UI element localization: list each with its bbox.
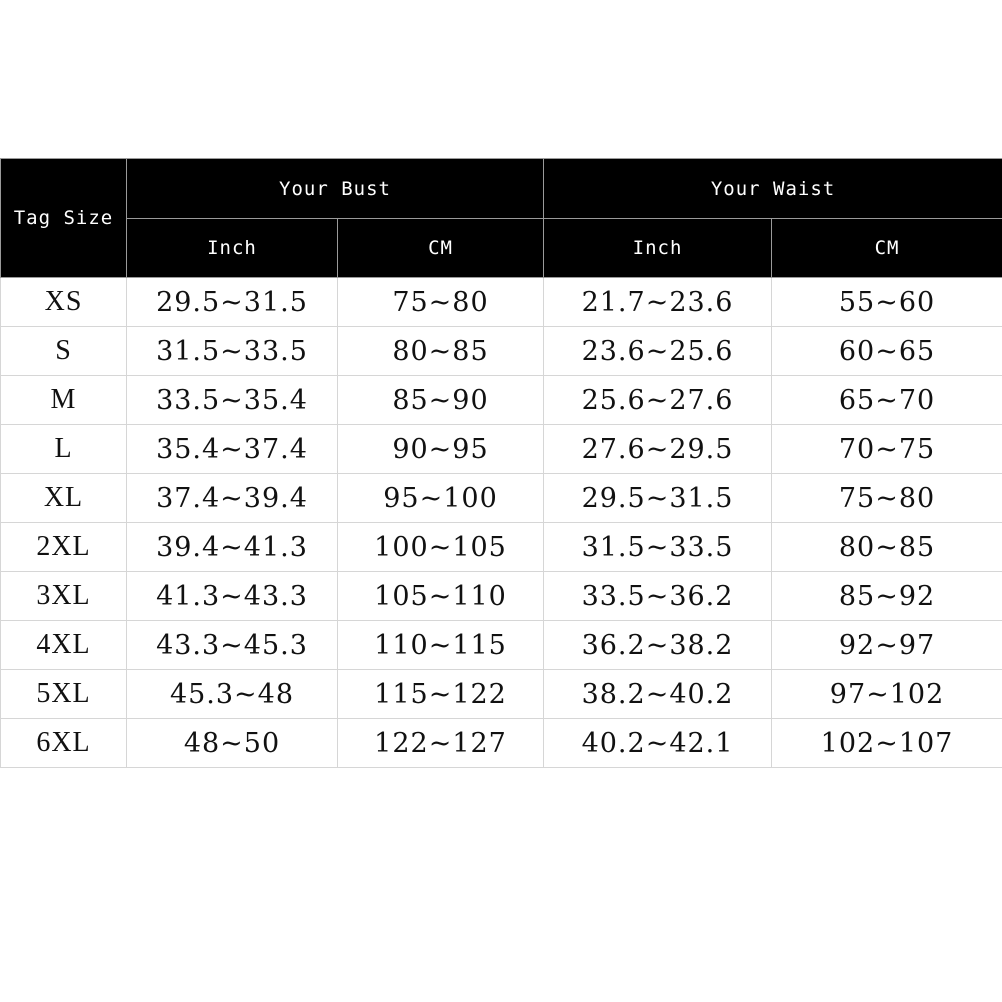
bust-cm-cell: 115~122 [338, 670, 544, 719]
header-row-groups [1, 159, 1002, 219]
waist-cm-cell: 75~80 [772, 474, 1002, 523]
bust-inch-cell: 29.5~31.5 [127, 278, 338, 327]
size-cell: L [1, 425, 127, 474]
bust-inch-cell: 43.3~45.3 [127, 621, 338, 670]
waist-inch-cell: 25.6~27.6 [544, 376, 772, 425]
table-row [1, 278, 1002, 327]
waist-inch-cell: 40.2~42.1 [544, 719, 772, 768]
bust-cm-cell: 105~110 [338, 572, 544, 621]
size-cell: XS [1, 278, 127, 327]
waist-inch-cell: 36.2~38.2 [544, 621, 772, 670]
size-cell: 4XL [1, 621, 127, 670]
bust-cm-cell: 90~95 [338, 425, 544, 474]
table-row [1, 327, 1002, 376]
waist-inch-cell: 27.6~29.5 [544, 425, 772, 474]
waist-inch-cell: 21.7~23.6 [544, 278, 772, 327]
table-row [1, 523, 1002, 572]
bust-inch-cell: 31.5~33.5 [127, 327, 338, 376]
waist-inch-cell: 38.2~40.2 [544, 670, 772, 719]
waist-cm-cell: 55~60 [772, 278, 1002, 327]
size-cell: 5XL [1, 670, 127, 719]
bust-cm-header: CM [338, 219, 544, 278]
bust-inch-cell: 35.4~37.4 [127, 425, 338, 474]
bust-inch-cell: 41.3~43.3 [127, 572, 338, 621]
bust-cm-cell: 80~85 [338, 327, 544, 376]
bust-cm-cell: 100~105 [338, 523, 544, 572]
waist-cm-header: CM [772, 219, 1002, 278]
bust-inch-cell: 39.4~41.3 [127, 523, 338, 572]
waist-cm-cell: 92~97 [772, 621, 1002, 670]
waist-inch-cell: 29.5~31.5 [544, 474, 772, 523]
waist-cm-cell: 85~92 [772, 572, 1002, 621]
size-chart-table [0, 158, 1002, 768]
size-cell: 6XL [1, 719, 127, 768]
size-cell: XL [1, 474, 127, 523]
table-row [1, 425, 1002, 474]
waist-inch-cell: 31.5~33.5 [544, 523, 772, 572]
waist-inch-header: Inch [544, 219, 772, 278]
bust-inch-cell: 48~50 [127, 719, 338, 768]
bust-cm-cell: 75~80 [338, 278, 544, 327]
waist-cm-cell: 97~102 [772, 670, 1002, 719]
bust-inch-header: Inch [127, 219, 338, 278]
table-header [1, 159, 1002, 278]
waist-inch-cell: 33.5~36.2 [544, 572, 772, 621]
waist-inch-cell: 23.6~25.6 [544, 327, 772, 376]
table-row [1, 572, 1002, 621]
bust-cm-cell: 95~100 [338, 474, 544, 523]
size-cell: S [1, 327, 127, 376]
size-cell: M [1, 376, 127, 425]
waist-group-header: Your Waist [544, 159, 1002, 219]
size-cell: 3XL [1, 572, 127, 621]
bust-inch-cell: 37.4~39.4 [127, 474, 338, 523]
bust-inch-cell: 45.3~48 [127, 670, 338, 719]
waist-cm-cell: 80~85 [772, 523, 1002, 572]
bust-cm-cell: 122~127 [338, 719, 544, 768]
table-row [1, 376, 1002, 425]
table-row [1, 621, 1002, 670]
bust-cm-cell: 85~90 [338, 376, 544, 425]
tag-size-header: Tag Size [1, 159, 127, 278]
header-row-units [1, 219, 1002, 278]
table-row [1, 719, 1002, 768]
table-body [1, 278, 1002, 768]
table-row [1, 670, 1002, 719]
bust-inch-cell: 33.5~35.4 [127, 376, 338, 425]
waist-cm-cell: 70~75 [772, 425, 1002, 474]
table-row [1, 474, 1002, 523]
bust-cm-cell: 110~115 [338, 621, 544, 670]
waist-cm-cell: 65~70 [772, 376, 1002, 425]
bust-group-header: Your Bust [127, 159, 544, 219]
waist-cm-cell: 102~107 [772, 719, 1002, 768]
waist-cm-cell: 60~65 [772, 327, 1002, 376]
size-cell: 2XL [1, 523, 127, 572]
